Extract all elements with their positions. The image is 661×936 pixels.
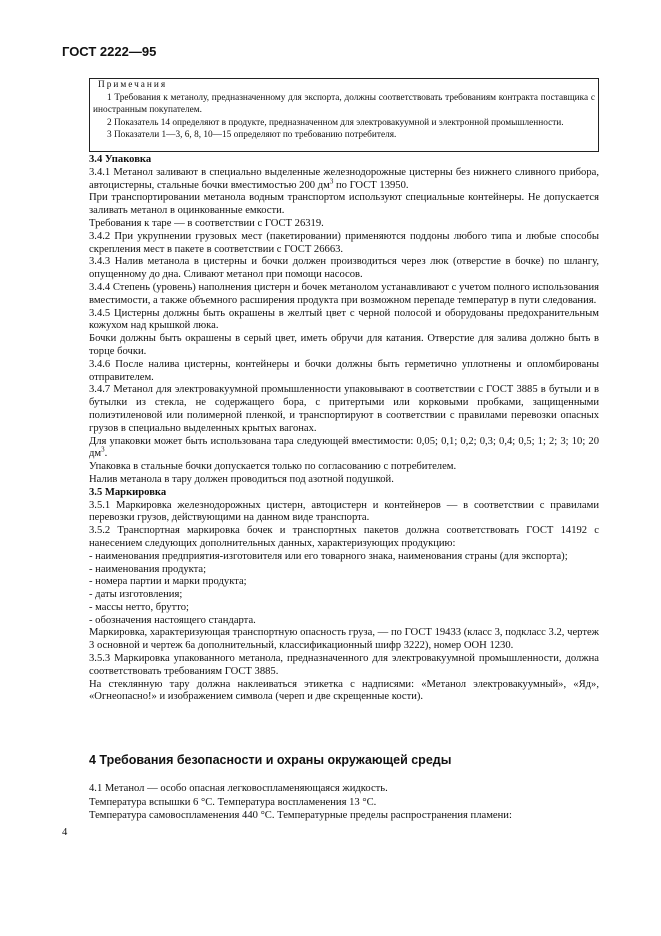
section-3-5-heading: 3.5 Маркировка bbox=[89, 486, 167, 498]
section-4-text bbox=[89, 782, 599, 823]
paragraph: 3.5.2 Транспортная маркировка бочек и транспортных пакетов должна соответствовать ГОСТ 14192 с нанесением следующих дополнительных данных, характеризующих продукцию: bbox=[89, 525, 599, 549]
list-item: - наименования предприятия-изготовителя или его товарного знака, наименования страны (для экспорта); bbox=[89, 550, 568, 562]
paragraph: Для упаковки может быть использована тара следующей вместимости: 0,05; 0,1; 0,2; 0,3; 0,4; 0,5; 1; 2; 3; 10; 20 $дм^3$. bbox=[89, 435, 599, 460]
paragraph: 3.4.7 Метанол для электровакуумной промышленности упаковывают в соответствии с ГОСТ 3885 в бутыли и в бутылки из стекла, не содержащего бора, с притертыми или корковыми пробками, защищенными полиэтиленовой или полимерной пленкой, и транспортируют в соответствии с правилами перевозки опасных грузов в специально выделенных крытых вагонах. bbox=[89, 384, 599, 434]
note-item: 3 Показатели 1—3, 6, 8, 10—15 определяют по требованию потребителя. bbox=[107, 130, 397, 140]
paragraph: Налив метанола в тару должен проводиться под азотной подушкой. bbox=[89, 473, 394, 485]
note-item: 1 Требования к метанолу, предназначенному для экспорта, должны соответствовать требованиям контракта поставщика с иностранным покупателем. bbox=[93, 92, 595, 115]
list-item: - наименования продукта; bbox=[89, 563, 207, 575]
paragraph: 3.4.1 Метанол заливают в специально выделенные железнодорожные цистерны без нижнего сливного прибора, автоцистерны, стальные бочки вместимостью 200 $дм^3$ по ГОСТ 13950. bbox=[89, 166, 599, 191]
notes-box bbox=[89, 78, 599, 152]
paragraph: Температура вспышки 6 °С. Температура воспламенения 13 °С. bbox=[89, 796, 377, 808]
paragraph: Температура самовоспламенения 440 °С. Температурные пределы распространения пламени: bbox=[89, 810, 512, 821]
document-header: ГОСТ 2222—95 bbox=[62, 44, 157, 59]
list-item: - номера партии и марки продукта; bbox=[89, 576, 247, 588]
paragraph: 3.4.4 Степень (уровень) наполнения цистерн и бочек метанолом устанавливают с учетом полного использования вместимости, а также объемного расширения продукта при возможном перепаде температур в пути следования. bbox=[89, 281, 599, 306]
paragraph: 3.4.2 При укрупнении грузовых мест (пакетировании) применяются поддоны любого типа и любые способы скрепления мест в пакете в соответствии с ГОСТ 26663. bbox=[89, 230, 599, 255]
paragraph: 3.4.6 После налива цистерны, контейнеры и бочки должны быть герметично уплотнены и опломбированы отправителем. bbox=[89, 358, 599, 383]
note-item: 2 Показатель 14 определяют в продукте, предназначенном для электровакуумной и электронной промышленности. bbox=[107, 117, 564, 128]
list-item: - обозначения настоящего стандарта. bbox=[89, 614, 256, 626]
page-number: 4 bbox=[62, 827, 68, 838]
paragraph: На стеклянную тару должна наклеиваться этикетка с надписями: «Метанол электровакуумный», «Яд», «Огнеопасно!» и изображением символа (череп и две скрещенные кости). bbox=[89, 678, 599, 703]
paragraph: 3.4.3 Налив метанола в цистерны и бочки должен производиться через люк (отверстие в бочке) по шлангу, опущенному до дна. Сливают метанол при помощи насосов. bbox=[89, 256, 599, 281]
paragraph: 3.4.5 Цистерны должны быть окрашены в желтый цвет с черной полосой и оборудованы предохранительным кожухом над крышкой люка. bbox=[89, 307, 599, 332]
paragraph: Бочки должны быть окрашены в серый цвет, иметь обручи для катания. Отверстие для залива должно быть в торце бочки. bbox=[89, 333, 599, 357]
section-3-4-heading: 3.4 Упаковка bbox=[89, 154, 152, 165]
paragraph: 3.5.3 Маркировка упакованного метанола, предназначенного для электровакуумной промышленности, должна соответствовать требованиям ГОСТ 3885. bbox=[89, 653, 599, 677]
paragraph: Требования к таре — в соответствии с ГОСТ 26319. bbox=[89, 217, 324, 229]
paragraph: Упаковка в стальные бочки допускается только по согласованию с потребителем. bbox=[89, 461, 457, 473]
paragraph: 3.5.1 Маркировка железнодорожных цистерн, автоцистерн и контейнеров — в соответствии с правилами перевозки грузов, действующими на данном виде транспорта. bbox=[89, 499, 599, 524]
paragraph: Маркировка, характеризующая транспортную опасность груза, — по ГОСТ 19433 (класс 3, подкласс 3.2, чертеж 3 основной и чертеж 6а дополнительный, классификационный шифр 3222), номер ООН 1230. bbox=[89, 627, 599, 652]
list-item: - массы нетто, брутто; bbox=[89, 601, 189, 613]
paragraph: При транспортировании метанола водным транспортом используют специальные контейнеры. Не допускается заливать метанол в оцинкованные емкости. bbox=[89, 192, 599, 217]
paragraph: 4.1 Метанол — особо опасная легковоспламеняющаяся жидкость. bbox=[89, 783, 388, 794]
notes-title: Примечания bbox=[98, 80, 168, 90]
section-4-heading: 4 Требования безопасности и охраны окружающей среды bbox=[89, 753, 452, 767]
main-text bbox=[89, 154, 599, 704]
list-item: - даты изготовления; bbox=[89, 589, 183, 601]
